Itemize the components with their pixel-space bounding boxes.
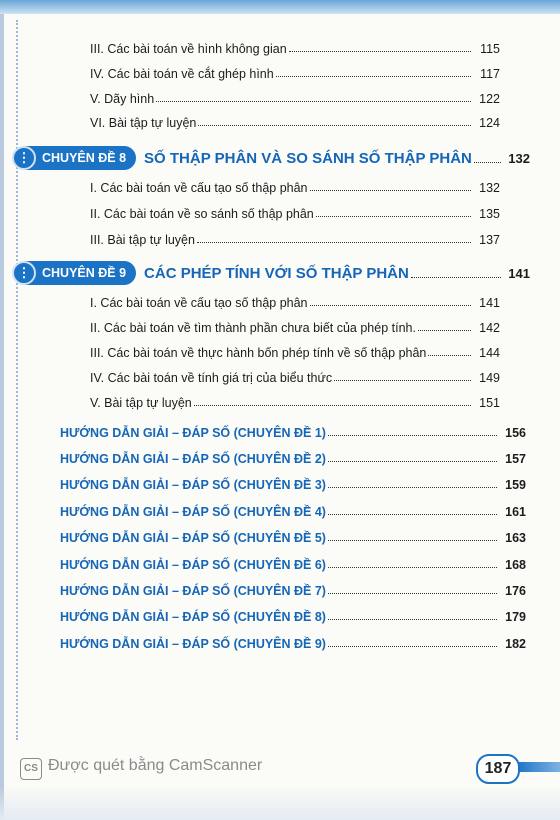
camscanner-logo-icon: CS: [20, 758, 42, 780]
dot-leader: [328, 645, 497, 647]
toc-item-label: III. Các bài toán về thực hành bốn phép tính về số thập phân: [90, 346, 427, 360]
toc-item[interactable]: [90, 63, 500, 81]
toc-item-label: V. Bài tập tự luyện: [90, 396, 192, 410]
answer-label: HƯỚNG DẪN GIẢI – ĐÁP SỐ (CHUYÊN ĐỀ 3): [60, 478, 326, 492]
toc-item[interactable]: [90, 229, 500, 247]
dot-leader: [197, 241, 471, 243]
chapter-title: SỐ THẬP PHÂN VÀ SO SÁNH SỐ THẬP PHÂN: [144, 149, 472, 167]
answer-label: HƯỚNG DẪN GIẢI – ĐÁP SỐ (CHUYÊN ĐỀ 6): [60, 558, 326, 572]
dot-leader: [310, 304, 471, 306]
toc-item[interactable]: [90, 88, 500, 106]
dot-leader: [328, 434, 497, 436]
answer-page: 182: [505, 637, 526, 651]
chapter-8-heading[interactable]: [12, 145, 530, 171]
toc-item[interactable]: [90, 38, 500, 56]
chapter-page: 141: [508, 265, 530, 281]
answer-section-item[interactable]: [60, 501, 526, 519]
toc-item[interactable]: [90, 392, 500, 410]
dot-leader: [328, 618, 497, 620]
toc-item-label: III. Các bài toán về hình không gian: [90, 42, 287, 56]
answer-label: HƯỚNG DẪN GIẢI – ĐÁP SỐ (CHUYÊN ĐỀ 9): [60, 637, 326, 651]
toc-item-label: I. Các bài toán về cấu tạo số thập phân: [90, 181, 308, 195]
toc-item-page: 151: [479, 396, 500, 410]
dot-leader: [276, 75, 471, 77]
dot-leader: [428, 354, 471, 356]
answer-section-item[interactable]: [60, 633, 526, 651]
toc-item-page: 137: [479, 233, 500, 247]
toc-item-label: V. Dãy hình: [90, 92, 155, 106]
page-edge: [0, 0, 4, 820]
answer-section-item[interactable]: [60, 474, 526, 492]
chapter-9-heading[interactable]: [12, 260, 530, 286]
answer-section-item[interactable]: [60, 580, 526, 598]
toc-item-label: IV. Các bài toán về cắt ghép hình: [90, 67, 274, 81]
page-number: 187: [476, 754, 520, 784]
chapter-badge: CHUYÊN ĐỀ 8: [24, 146, 136, 170]
answer-page: 159: [505, 478, 526, 492]
answer-page: 176: [505, 584, 526, 598]
answer-label: HƯỚNG DẪN GIẢI – ĐÁP SỐ (CHUYÊN ĐỀ 8): [60, 610, 326, 624]
answer-label: HƯỚNG DẪN GIẢI – ĐÁP SỐ (CHUYÊN ĐỀ 5): [60, 531, 326, 545]
toc-item[interactable]: [90, 367, 500, 385]
dotted-margin-line: [16, 20, 18, 740]
toc-item[interactable]: [90, 203, 500, 221]
toc-item[interactable]: [90, 317, 500, 335]
toc-item-label: VI. Bài tập tự luyện: [90, 116, 197, 130]
answer-page: 179: [505, 610, 526, 624]
answer-section-item[interactable]: [60, 606, 526, 624]
answer-page: 168: [505, 558, 526, 572]
chapter-page: 132: [508, 150, 530, 166]
dot-leader: [328, 539, 497, 541]
toc-item-page: 124: [479, 116, 500, 130]
answer-label: HƯỚNG DẪN GIẢI – ĐÁP SỐ (CHUYÊN ĐỀ 7): [60, 584, 326, 598]
toc-item-page: 115: [480, 42, 500, 56]
dot-leader: [198, 124, 471, 126]
chapter-bullet-icon: ⋮: [12, 146, 36, 170]
toc-item-page: 132: [479, 181, 500, 195]
answer-page: 157: [505, 452, 526, 466]
dot-leader: [328, 592, 497, 594]
toc-item-label: II. Các bài toán về so sánh số thập phân: [90, 207, 314, 221]
toc-item[interactable]: [90, 112, 500, 130]
toc-item-label: IV. Các bài toán về tính giá trị của biểu thức: [90, 371, 333, 385]
answer-section-item[interactable]: [60, 527, 526, 545]
answer-section-item[interactable]: [60, 422, 526, 440]
toc-item-label: II. Các bài toán về tìm thành phần chưa biết của phép tính.: [90, 321, 416, 335]
toc-item[interactable]: [90, 177, 500, 195]
dot-leader: [474, 161, 501, 163]
dot-leader: [289, 50, 471, 52]
dot-leader: [156, 100, 471, 102]
dot-leader: [310, 189, 471, 191]
dot-leader: [328, 460, 497, 462]
toc-item-page: 144: [479, 346, 500, 360]
toc-item-page: 142: [479, 321, 500, 335]
dot-leader: [194, 404, 471, 406]
toc-item-page: 141: [479, 296, 500, 310]
dot-leader: [334, 379, 471, 381]
dot-leader: [328, 513, 497, 515]
answer-page: 156: [505, 426, 526, 440]
chapter-badge: CHUYÊN ĐỀ 9: [24, 261, 136, 285]
toc-item-label: III. Bài tập tự luyện: [90, 233, 195, 247]
toc-item[interactable]: [90, 292, 500, 310]
answer-section-item[interactable]: [60, 554, 526, 572]
toc-item-page: 117: [480, 67, 500, 81]
answer-page: 161: [505, 505, 526, 519]
answer-section-item[interactable]: [60, 448, 526, 466]
toc-item[interactable]: [90, 342, 500, 360]
bottom-shade: [0, 786, 560, 820]
toc-item-page: 122: [479, 92, 500, 106]
toc-item-page: 135: [479, 207, 500, 221]
page-number-tab: [516, 762, 560, 772]
dot-leader: [328, 566, 497, 568]
answer-label: HƯỚNG DẪN GIẢI – ĐÁP SỐ (CHUYÊN ĐỀ 4): [60, 505, 326, 519]
answer-label: HƯỚNG DẪN GIẢI – ĐÁP SỐ (CHUYÊN ĐỀ 2): [60, 452, 326, 466]
dot-leader: [316, 215, 471, 217]
chapter-title: CÁC PHÉP TÍNH VỚI SỐ THẬP PHÂN: [144, 264, 409, 282]
top-decoration: [0, 0, 560, 14]
chapter-bullet-icon: ⋮: [12, 261, 36, 285]
toc-item-page: 149: [479, 371, 500, 385]
toc-item-label: I. Các bài toán về cấu tạo số thập phân: [90, 296, 308, 310]
dot-leader: [418, 329, 471, 331]
watermark-text: Được quét bằng CamScanner: [48, 757, 263, 774]
answer-label: HƯỚNG DẪN GIẢI – ĐÁP SỐ (CHUYÊN ĐỀ 1): [60, 426, 326, 440]
answer-page: 163: [505, 531, 526, 545]
dot-leader: [328, 486, 497, 488]
dot-leader: [411, 276, 501, 278]
